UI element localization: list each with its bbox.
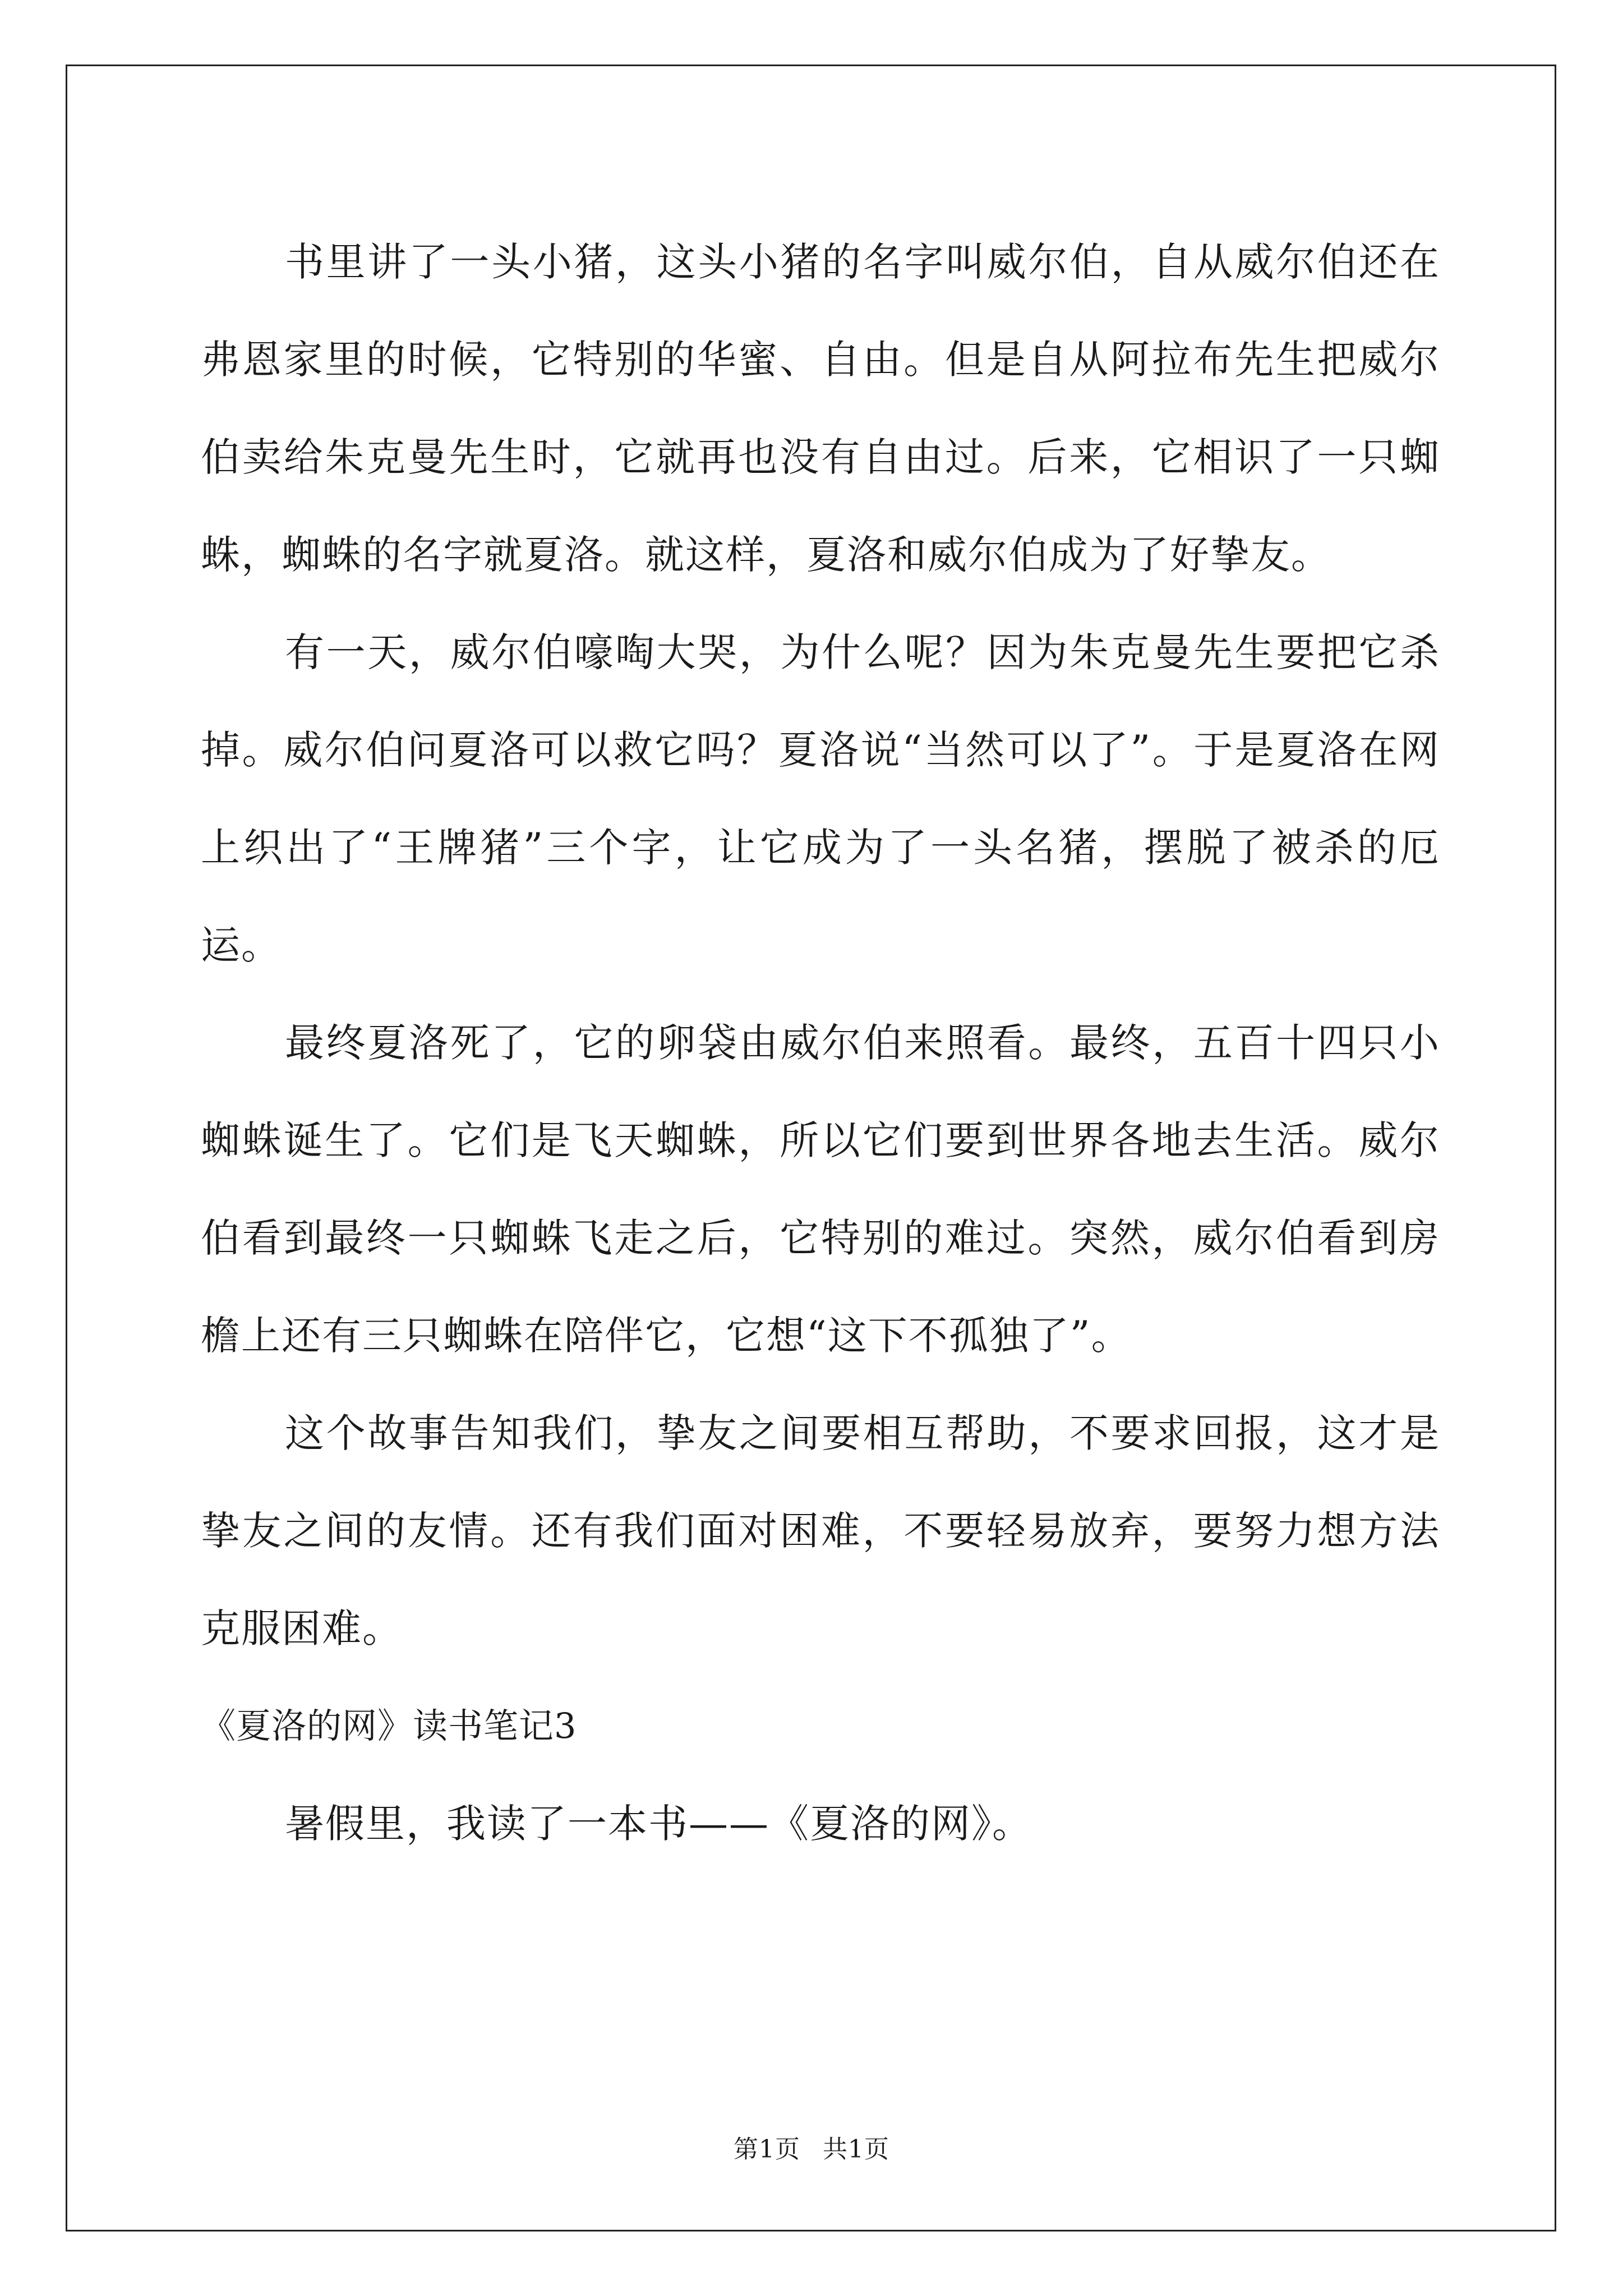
paragraph-5: 暑假里，我读了一本书——《夏洛的网》。 [285, 1801, 1032, 1847]
section-heading: 《夏洛的网》读书笔记3 [201, 1705, 577, 1746]
paragraph-2: 有一天，威尔伯嚎啕大哭，为什么呢？因为朱克曼先生要把它杀掉。威尔伯问夏洛可以救它吗？夏洛说“当然可以了”。于是夏洛在网上织出了“王牌猪”三个字，让它成为了一头名猪，摆脱了被杀的厄运。 [201, 629, 1440, 968]
page-number-total: 共1页 [823, 2135, 889, 2164]
paragraph-4: 这个故事告知我们，挚友之间要相互帮助，不要求回报，这才是挚友之间的友情。还有我们面对困难，不要轻易放弃，要努力想方法克服困难。 [201, 1410, 1440, 1651]
paragraph-1: 书里讲了一头小猪，这头小猪的名字叫威尔伯，自从威尔伯还在弗恩家里的时候，它特别的华蜜、自由。但是自从阿拉布先生把威尔伯卖给朱克曼先生时，它就再也没有自由过。后来，它相识了一只蜘蛛，蜘蛛的名字就夏洛。就这样，夏洛和威尔伯成为了好挚友。 [201, 239, 1440, 578]
paragraph-3: 最终夏洛死了，它的卵袋由威尔伯来照看。最终，五百十四只小蜘蛛诞生了。它们是飞天蜘蛛，所以它们要到世界各地去生活。威尔伯看到最终一只蜘蛛飞走之后，它特别的难过。突然，威尔伯看到房檐上还有三只蜘蛛在陪伴它，它想“这下不孤独了”。 [201, 1020, 1440, 1359]
page-footer [0, 2129, 1623, 2165]
document-body [201, 213, 1440, 1872]
page-number-current: 第1页 [734, 2135, 800, 2164]
